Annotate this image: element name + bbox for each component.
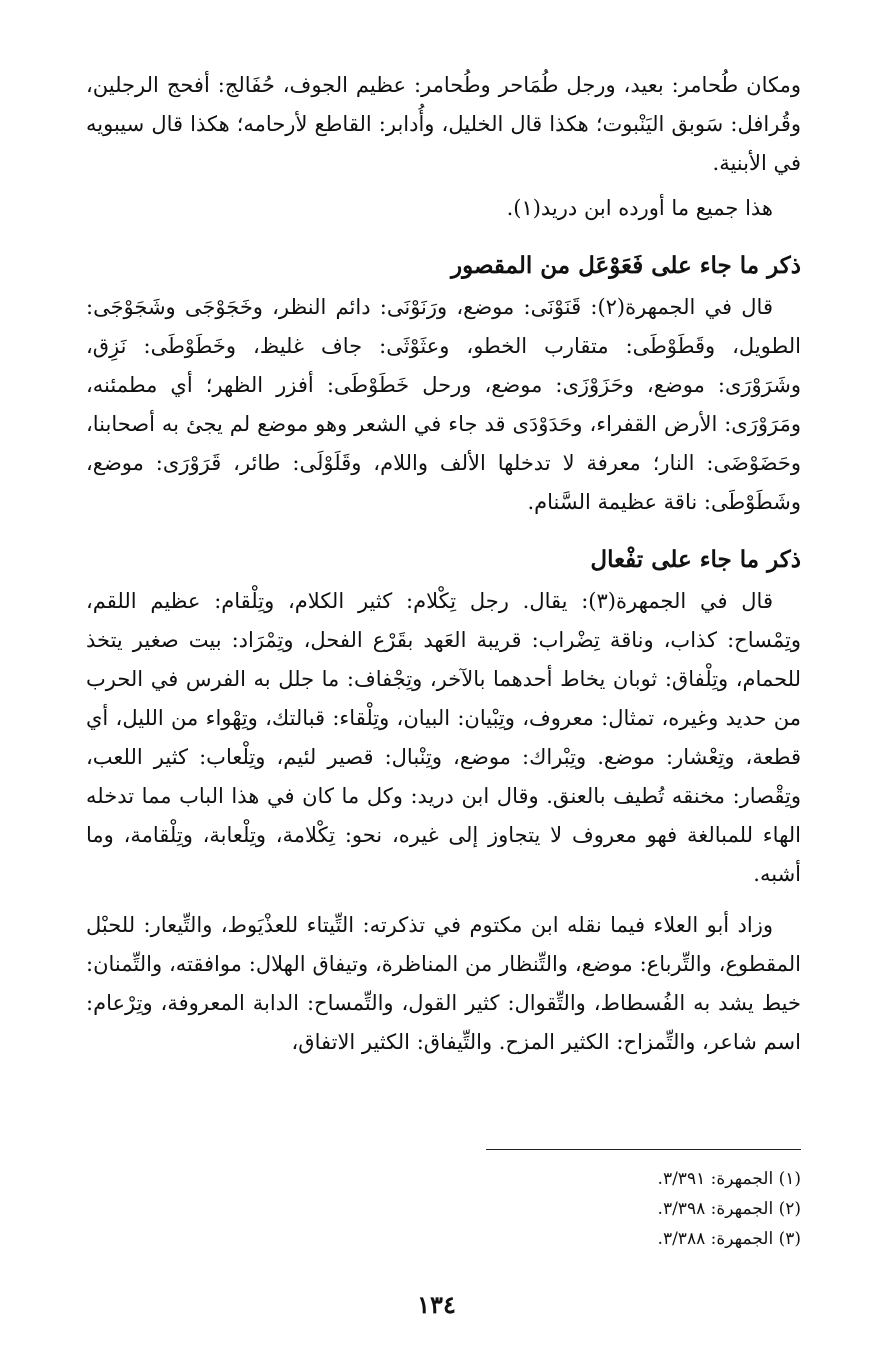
page-number: ١٣٤ [417, 1290, 456, 1319]
paragraph-5: وزاد أبو العلاء فيما نقله ابن مكتوم في تذكرته: التِّيتاء للعذْيَوط، والتِّيعار: للحبْل المقطوع، والتِّرباع: موضع، والتِّنظار من المناظرة، وتيفاق الهلال: موافقته، والتِّمنان: خيط يشد به الفُسطاط، والتِّقوال: كثير القول، والتِّمساح: الدابة المعروفة، وتِرْعام: اسم شاعر، والتِّمزاح: الكثير المزح. والتِّيفاق: الكثير الاتفاق، [86, 913, 801, 1054]
section-heading-maqsur: ذكر ما جاء على فَعَوْعَل من المقصور [450, 252, 801, 279]
section-heading-tafal: ذكر ما جاء على تفْعال [590, 546, 801, 573]
footnote-divider [486, 1149, 801, 1150]
paragraph-3: قال في الجمهرة(٢): قَنَوْنَى: موضع، ورَنَوْنَى: دائم النظر، وخَجَوْجَى وشَجَوْجَى: الطويل، وقَطَوْطَى: متقارب الخطو، وعثَوْثَى: جاف غليظ، وخَطَوْطَى: نَزِق، وشَرَوْرَى: موضع، وحَزَوْزَى: موضع، ورحل خَطَوْطَى: أفزر الظهر؛ أي مطمئنه، ومَرَوْرَى: الأرض القفراء، وحَدَوْدَى قد جاء في الشعر وهو موضع لم يجئ به أصحابنا، وحَضَوْضَى: النار؛ معرفة لا تدخلها الألف واللام، وقَلَوْلَى: طائر، قَرَوْرَى: موضع، وشَطَوْطَى: ناقة عظيمة السَّنام. [86, 295, 801, 514]
footnotes [401, 1164, 801, 1254]
footnote-2: (٢) الجمهرة: ٣/٣٩٨. [657, 1199, 801, 1219]
footnote-1: (١) الجمهرة: ٣/٣٩١. [657, 1169, 801, 1189]
footnote-3: (٣) الجمهرة: ٣/٣٨٨. [657, 1229, 801, 1249]
page-body [86, 66, 801, 1062]
paragraph-1: ومكان طُحامر: بعيد، ورجل طُمَاحر وطُحامر: عظيم الجوف، حُفَالج: أفحج الرجلين، وقُرافل: سَوبق اليَنْبوت؛ هكذا قال الخليل، وأُدابر: القاطع لأرحامه؛ هكذا قال سيبويه في الأبنية. [86, 73, 801, 175]
paragraph-2: هذا جميع ما أورده ابن دريد(١). [506, 196, 773, 220]
paragraph-4: قال في الجمهرة(٣): يقال. رجل تِكْلام: كثير الكلام، وتِلْقام: عظيم اللقم، وتِمْساح: كذاب، وناقة تِضْراب: قريبة العَهد بقَرْع الفحل، وتِمْرَاد: بيت صغير يتخذ للحمام، وتِلْفاق: ثوبان يخاط أحدهما بالآخر، وتِجْفاف: ما جلل به الفرس في الحرب من حديد وغيره، تمثال: معروف، وتِبْيان: البيان، وتِلْقاء: قبالتك، وتِهْواء من الليل، أي قطعة، وتِعْشار: موضع. وتِبْراك: موضع، وتِنْبال: قصير لئيم، وتِلْعاب: كثير اللعب، وتِقْصار: مخنقه تُطيف بالعنق. وقال ابن دريد: وكل ما كان في هذا الباب مما تدخله الهاء للمبالغة فهو معروف لا يتجاوز إلى غيره، نحو: تِكْلامة، وتِلْعابة، وتِلْقامة، وما أشبه. [86, 589, 801, 886]
